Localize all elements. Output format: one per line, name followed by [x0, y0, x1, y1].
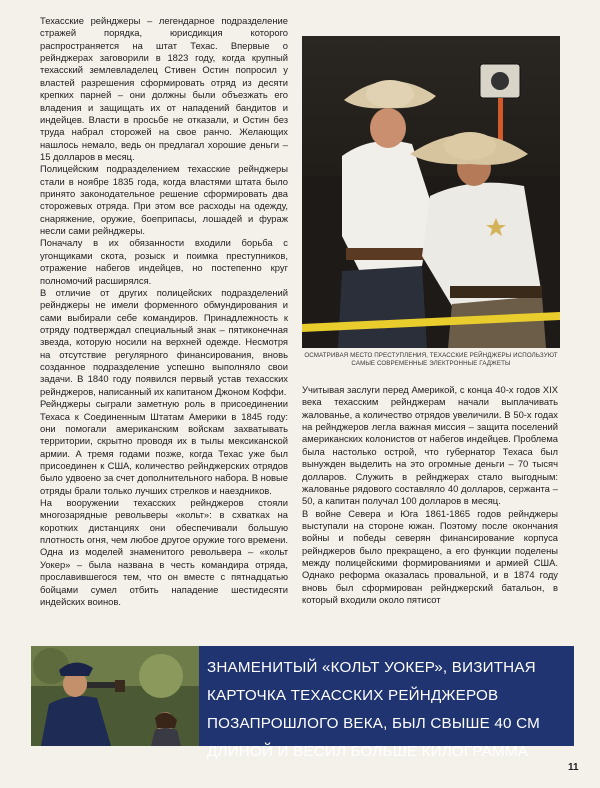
reenactor-photo-illustration — [31, 646, 199, 746]
article-paragraph: На вооружении техасских рейнджеров стояли многозарядные револьверы «кольт»: в схватках на коротких дистанциях они обеспечивали большую плотность огня, чем любое другое оружие того времени. Одна из моделей знаменитого револьвера – «кольт Уокер» – была названа в честь командира отряда, прославившегося тем, что он вместе с пятнадцатью бойцами сумел отбить нападение шестидесяти индейских воинов. — [40, 497, 288, 607]
article-paragraph: В отличие от других полицейских подразделений рейнджеры не имели форменного обмундирования и сами выбирали себе командиров. Принадлежность к отряду подтверждал специальный знак – пятиконечная звезда, которую носили на верхней одежде. Несмотря на отсутствие регулярного финансирования, вновь созданное подразделение успешно выполняло свои задачи. В 1840 году появился первый устав техасских рейнджеров, написанный их капитаном Джоном Коффи. — [40, 286, 288, 397]
article-paragraph: Полицейским подразделением техасские рейнджеры стали в ноябре 1835 года, когда властями штата было принято законодательное решение сформировать два сторожевых отряда. При этом все расходы на одежду, снаряжение, оружие, боеприпасы, лошадей и фураж несли сами рейнджеры. — [40, 163, 288, 237]
article-paragraph: Рейнджеры сыграли заметную роль в присоединении Техаса к Соединенным Штатам Америки в 1845 году: они помогали американским войскам захватывать территории, скрытно проводя их в тылы мексиканской армии. А тремя годами позже, когда Техас уже был присоединен к США, количество рейнджерских отрядов было удвоено за счет дополнительного набора. В новые отряды брали только лучших стрелков и наездников. — [40, 398, 288, 496]
rangers-photo — [302, 36, 560, 348]
sidebar-banner — [31, 646, 574, 760]
page-number: 11 — [568, 762, 579, 773]
rangers-photo-illustration — [302, 36, 560, 348]
banner-fact-text: ЗНАМЕНИТЫЙ «КОЛЬТ УОКЕР», ВИЗИТНАЯ КАРТОЧКА ТЕХАССКИХ РЕЙНДЖЕРОВ ПОЗАПРОШЛОГО ВЕКА, БЫЛ СВЫШЕ 40 СМ ДЛИНОЙ И ВЕСИЛ БОЛЬШЕ КИЛОГРАММА — [207, 659, 540, 760]
reenactor-photo — [31, 646, 199, 746]
article-paragraph: Учитывая заслуги перед Америкой, с конца 40-х годов XIX века техасским рейнджерам начали выплачивать жалованье, а количество отрядов увеличили. В 50-х годах на рейнджеров легла важная миссия – защита поселений американских колонистов от набегов индейцев. Проблема была настолько острой, что губернатор Техаса был вынужден выделить на это огромные деньги – 70 тысяч долларов. Служить в рейнджерах стало выгодным: жалованье рядового составляло 40 долларов, сержанта – 50, а капитан получал 100 долларов в месяц. — [302, 384, 558, 507]
article-left-column — [40, 15, 288, 608]
article-paragraph: Поначалу в их обязанности входили борьба с угонщиками скота, розыск и поимка преступников, отражение набегов индейцев, но постепенно круг полномочий расширялся. — [40, 237, 288, 286]
article-right-column — [302, 384, 558, 606]
article-paragraph: Техасские рейнджеры – легендарное подразделение стражей порядка, юрисдикция которого распространяется на штат Техас. Впервые о рейнджерах заговорили в 1823 году, когда крупный техасский землевладелец Стивен Остин попросил у властей разрешения сформировать отряд из десяти крепких парней – они должны были объезжать его владения и защищать их от нападений бандитов и индейцев. Власти в просьбе не отказали, и Остин без труда набрал сторожей на свое ранчо. Желающих нашлось немало, ведь он предлагал хорошие деньги – 15 долларов в месяц. — [40, 15, 288, 162]
article-paragraph: В войне Севера и Юга 1861-1865 годов рейнджеры выступали на стороне южан. Поэтому после окончания войны и победы северян финансирование корпуса рейнджеров было прекращено, а его функции поделены между полицейскими формированиями и армией США. Однако реформа оказалась провальной, и в 1874 году вновь был сформирован рейнджерский батальон, в который входили около пятисот — [302, 507, 558, 606]
photo-caption: ОСМАТРИВАЯ МЕСТО ПРЕСТУПЛЕНИЯ, ТЕХАССКИЕ РЕЙНДЖЕРЫ ИСПОЛЬЗУЮТ САМЫЕ СОВРЕМЕННЫЕ ЭЛЕКТРОННЫЕ ГАДЖЕТЫ — [304, 352, 558, 368]
